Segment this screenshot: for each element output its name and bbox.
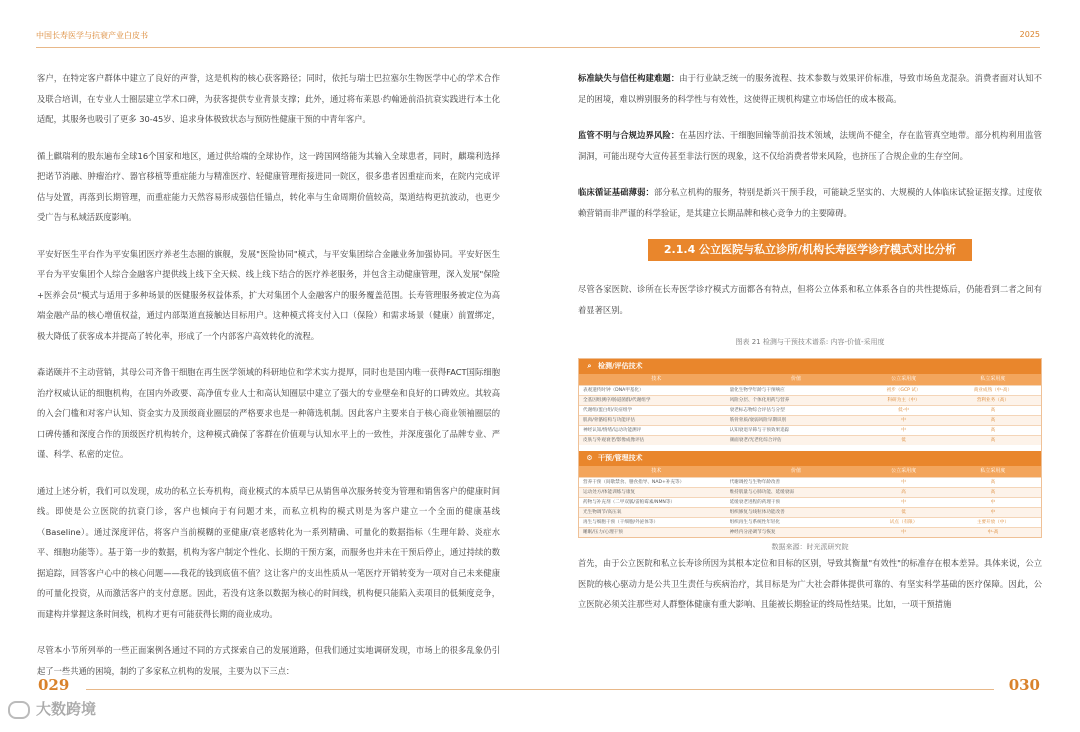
intro-paragraph: 尽管各家医院、诊所在长寿医学诊疗模式方面都各有特点，但将公立体系和私立体系各自的共性提炼后，仍能看到二者之间有着显著区别。 [578,284,1042,315]
column-header-cell: 私立采用度 [980,468,1006,474]
table-row [579,385,1041,395]
table-cell: 中 [990,510,996,515]
search-icon: ⌕ [587,362,592,370]
table-cell: 光生物调节/高压氧 [583,510,622,515]
issue-title: 临床循证基础薄弱： [578,187,654,197]
paragraph: 循上麒瑞利的股东遍布全球16个国家和地区，通过供给端的全球协作，这一跨国网络能为其输入全球患者，同时，麒瑞利选择把诺节消融、肿瘤治疗、器官移植等重症能力与精准医疗、轻健康管理衔接进同一院区，很多患者因重症而来，在院内完成评估与处置，再落到长期管理，而重症能力天然容易形成强信任锚点，转化率与生命周期价值较高，渠道结构更抗波动，也更少受广告与私域活跃度影响。 [37,150,500,222]
column-header-cell: 技术 [651,468,662,474]
table-column-header [579,466,1041,477]
table-cell: 高 [990,408,996,413]
column-header-cell: 价值 [790,468,801,474]
table-cell: 运动处方/体能训练与康复 [583,490,636,495]
paragraph: 通过上述分析，我们可以发现，成功的私立长寿机构，商业模式的本质早已从销售单次服务转变为管理和销售客户的健康时间线。即使是公立医院的抗衰门诊，客户也倾向于有问题才来，而私立机构的模式则是为客户建立一个全面的健康基线（Baseline）。通过深度评估，将客户当前模糊的亚健康/衰老感转化为一系列精确、可量化的数据指标（生理年龄、炎症水平、细胞功能等）。基于第一步的数据，机构为客户制定个性化、长期的干预方案，而服务也并未在干预后停止，通过持续的数据追踪，回答客户心中的核心问题——我花的钱到底值不值？这让客户的支出性质从一笔医疗开销转变为一项对自己未来健康的可量化投资，从而激活客户的支付意愿。因此，若没有这条以数据为核心的时间线，机构便只能陷入卖项目的低频度竞争，而建构并掌握这条时间线，机构才更有可能获得长期的商业成功。 [37,485,500,619]
table-cell: 中 [901,480,906,485]
paragraph: 首先，由于公立医院和私立长寿诊所因为其根本定位和目标的区别，导致其衡量"有效性"的标准存在根本差异。具体来说，公立医院的核心驱动力是公共卫生责任与疾病治疗，其目标是为广大社会群体提供可靠的、有坚实科学基础的医疗保障。因此，公立医院必须关注那些对人群整体健康有重大影响、且能被长期验证的终局性结果。比如，一项干预措施 [578,558,1042,609]
watermark-logo [8,698,96,719]
table-cell: 睡眠/压力/心理干预 [583,530,623,535]
table-cell: 认知衰退早筛与干预效果追踪 [729,428,790,433]
table-cell: 代谢调控与生物年龄改善 [729,480,781,485]
table-cell: 神经认知/情绪/运动功能测评 [583,428,642,433]
gear-icon: ⚙ [586,454,593,462]
group-name: 检测/评估技术 [598,362,643,370]
table-cell: 表观遗传时钟（DNA甲基化） [583,388,644,393]
table-cell: 科研为主（中） [887,398,920,403]
table-cell: 主要开放（中） [976,520,1009,525]
table-cell: 延缓衰老进程的药理干预 [729,500,781,505]
right-page-column [578,68,1042,631]
table-cell: 低 [901,510,906,515]
table-cell: 中 [901,428,906,433]
table-cell: 神经内分泌调节与恢复 [729,530,776,535]
table-row [579,497,1041,507]
column-header-cell: 私立采用度 [980,376,1006,382]
table-cell: 高 [990,438,996,443]
table-cell: 肌肉/骨骼结构与功能评估 [583,418,636,423]
paragraph: 森诺颐并不主动营销，其母公司齐鲁干细胞在再生医学领域的科研地位和学术实力提厚，同时也是国内唯一获得FACT国际细胞治疗权威认证的细胞机构，在国内外政要、高净值专业人士和高认知圈层中建立了强大的专业壁垒和良好的口碑效应。其较高的入会门槛和对客户认知、资金实力及顶级商业圈层的严格要求也是一种筛选机制。因此客户主要来自于核心商业领袖圈层的口碑传播和深度合作的顶级医疗机构转介，这种模式确保了客群在价值观与认知水平上的一致性，并深度强化了品牌专业、严谨、科学、私密的定位。 [37,367,500,459]
infinity-icon [8,701,30,719]
table-cell: 低-中 [898,408,910,413]
table-cell: 组织修复与线粒体功能改善 [729,510,785,515]
table-cell: 筋骨骨质/衰弱风险早期识别 [729,418,787,423]
table-cell: 试点（有限） [889,520,918,525]
technology-table-figure [578,358,1042,538]
table-cell: 初步（GCP 试） [886,388,921,393]
table-cell: 药物与补充剂（二甲双胍/雷帕霉素/NMN等） [583,500,676,505]
logo-text: 大数跨境 [36,700,97,718]
paragraph: 客户，在特定客户群体中建立了良好的声誉，这是机构的核心获客路径；同时，依托与瑞士巴拉塞尔生物医学中心的学术合作及联合培训，在专业人士圈层建立学术口碑，为获客提供专业背景支撑；此外，通过将布莱恩·约翰逊前沿抗衰实践进行本土化适配，其服务也吸引了更多 30-45岁、追求身体极致状态与预防性健康干预的中青年客户。 [37,73,500,124]
footer-divider [86,689,994,690]
header-year: 2025 [1019,30,1040,39]
table-cell: 中 [901,500,906,505]
table-group-header [579,451,1041,466]
section-heading: 2.1.4 公立医院与私立诊所/机构长寿医学诊疗模式对比分析 [648,239,972,261]
column-header-cell: 公立采用度 [891,376,917,382]
table-cell: 中 [990,500,996,505]
figure-caption: 图表 21 检测与干预技术谱系: 内容-价值-采用度 [735,338,885,346]
table-row [579,405,1041,415]
table-cell: 高 [901,490,906,495]
issue-title: 监管不明与合规边界风险： [578,130,680,140]
issue-text: 部分私立机构的服务，特别是新兴干预手段，可能缺乏坚实的、大规模的人体临床试验证据支撑。过度依赖营销而非严谨的科学验证，是其建立长期品牌和核心竞争力的主要障碍。 [578,187,1042,218]
table-cell: 代谢组/蛋白组/炎症组学 [583,408,633,413]
group-name: 干预/管理技术 [598,454,643,462]
table-cell: 组织再生与系统性年轻化 [729,520,781,525]
table-cell: 中 [901,530,906,535]
table-row [579,435,1041,445]
table-cell: 颜面衰老/光老化综合评估 [729,438,782,443]
running-header [36,30,1040,46]
page-number-left: 029 [38,676,70,694]
column-header-cell: 公立采用度 [891,468,917,474]
table-cell: 低 [901,438,906,443]
table-row [579,395,1041,405]
table-row [579,415,1041,425]
table-cell: 中-高 [987,530,999,535]
table-cell: 商业成熟（中-高） [973,388,1013,393]
header-divider [36,47,1040,48]
header-title: 中国长寿医学与抗衰产业白皮书 [36,31,148,40]
table-row [579,425,1041,435]
table-cell: 再生与细胞干预（干细胞/外泌体等） [583,520,659,525]
table-cell: 皮肤与外观衰老/影像成像评估 [583,438,645,443]
paragraph: 尽管本小节所列举的一些正面案例各通过不同的方式探索自己的发展道路，但我们通过实地调研发现，市场上的很多乱象仍引起了一些共通的困境，制约了多家私立机构的发展，主要为以下三点： [37,645,500,676]
column-header-cell: 价值 [790,376,801,382]
table-cell: 全基因组测序/肠道菌群/代谢组学 [583,398,651,403]
issue-paragraph [578,125,1042,166]
table-cell: 风险分层、个体化用药与营养 [729,398,790,403]
table-row [579,507,1041,517]
table-cell: 维持肌量与心肺功能、延缓衰弱 [729,490,794,495]
issue-title: 标准缺失与信任构建难题： [578,73,680,83]
table-cell: 营利业务（高） [976,398,1009,403]
left-page-column [37,68,500,697]
table-cell: 量化生物学年龄与干预响应 [729,388,785,393]
page-number-right: 030 [1008,676,1040,694]
table-cell: 高 [990,480,996,485]
table-row [579,477,1041,487]
table-cell: 营养干预（间歇禁食、膳食指导、NAD+补充等） [583,480,685,485]
issue-text: 在基因疗法、干细胞回输等前沿技术领域，法规尚不健全，存在监管真空地带。部分机构利用监管洞洞，可能出现夸大宣传甚至非法行医的现象，这不仅给消费者带来风险，也挤压了合规企业的生存空间。 [578,130,1042,161]
issue-paragraph [578,182,1042,223]
table-row [579,487,1041,497]
table-group-header [579,359,1041,374]
issue-text: 由于行业缺乏统一的服务流程、技术参数与效果评价标准，导致市场鱼龙混杂。消费者面对认知不足的困境，难以辨别服务的科学性与有效性，这使得正规机构建立市场信任的成本极高。 [578,73,1042,104]
table-cell: 高 [990,490,996,495]
figure-source: 数据来源：时光派研究院 [771,543,849,551]
table-cell: 高 [990,418,996,423]
table-row [579,517,1041,527]
paragraph: 平安好医生平台作为平安集团医疗养老生态圈的旗舰，发展"医险协同"模式，与平安集团综合金融业务加强协同。平安好医生平台为平安集团个人综合金融客户提供线上线下全天候、线上线下结合的医疗养老服务，并包含主动健康管理，深入发展"保险+医养会员"模式与适用于多种场景的医健服务权益体系，扩大对集团个人金融客户的服务覆盖范围。长寿管理服务被定位为高端金融产品的核心增值权益，通过内部渠道直接触达目标用户。这种模式将支付入口（保险）和需求场景（健康）前置绑定，极大降低了获客成本并提高了转化率，形成了一个内部客户高效转化的流程。 [37,248,500,341]
column-header-cell: 技术 [651,376,662,382]
table-cell: 中 [901,418,906,423]
table-cell: 高 [990,428,996,433]
table-cell: 衰老标志物综合评估与分型 [729,408,785,413]
table-row [579,527,1041,537]
issue-paragraph [578,68,1042,109]
table-column-header [579,374,1041,385]
